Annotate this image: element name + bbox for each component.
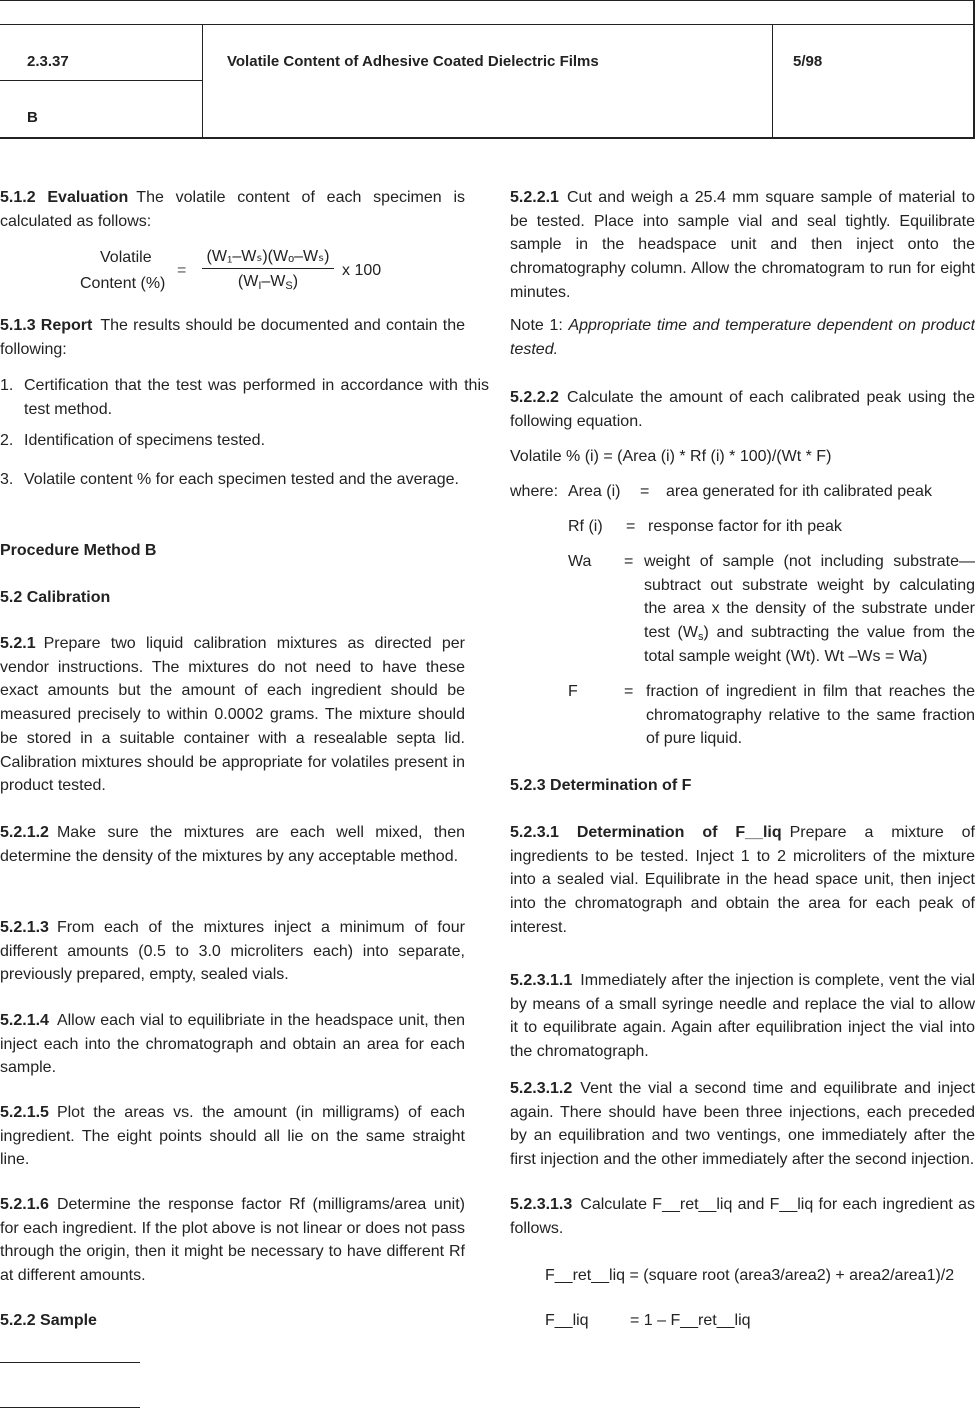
- definition-equals: =: [626, 518, 636, 535]
- list-text: Volatile content % for each specimen tested and the average.: [24, 471, 459, 488]
- note-text: Appropriate time and temperature dependent on product tested.: [510, 317, 975, 358]
- definition-text: response factor for ith peak: [648, 518, 842, 535]
- list-text: Certification that the test was performed in accordance with this test method.: [24, 377, 489, 418]
- list-item: [0, 468, 489, 492]
- section-number: 5.1.3 Report: [0, 317, 93, 334]
- section-text: The volatile content of each specimen is calculated as follows:: [0, 189, 466, 230]
- definition-equals: =: [624, 553, 634, 570]
- volatile-equation: Volatile % (i) = (Area (i) * Rf (i) * 100)/(Wt * F): [510, 448, 832, 465]
- section-5-2-1: [0, 632, 465, 798]
- f-ret-liq-equation: F__ret__liq = (square root (area3/area2) + area2/area1)/2: [545, 1267, 955, 1284]
- section-number: 5.2.3.1 Determination of F__liq: [510, 824, 782, 841]
- section-text: Plot the areas vs. the amount (in milligrams) of each ingredient. The eight points should all lie on the same straight line.: [0, 1104, 465, 1169]
- divider: [202, 24, 203, 137]
- definition-term: F: [568, 683, 578, 700]
- definition-term: Rf (i): [568, 518, 603, 535]
- determination-heading: 5.2.3 Determination of F: [510, 777, 692, 794]
- section-5-2-3-1-2: [510, 1077, 975, 1172]
- section-number: 5.2.3.1.3: [510, 1196, 573, 1213]
- section-text: Immediately after the injection is complete, vent the vial by means of a small syringe needle and replace the vial to allow it to equilibrate again. Again after equilibration inject the vial into the chromatograph.: [510, 972, 975, 1061]
- section-5-2-2-2: [510, 386, 975, 433]
- section-5-2-1-5: [0, 1101, 465, 1172]
- calibration-heading: 5.2 Calibration: [0, 589, 111, 606]
- section-number: 5.2.3.1.2: [510, 1080, 573, 1097]
- section-5-2-1-4: [0, 1009, 465, 1080]
- definition-term: Wa: [568, 553, 592, 570]
- divider: [0, 24, 975, 25]
- list-number: 3.: [0, 471, 14, 488]
- section-text: Prepare two liquid calibration mixtures as directed per vendor instructions. The mixtures do not need to have these exact amounts but the amount of each ingredient should be measured precisely to within 0.0002 grams. The mixture should be stored in a suitable container with a resealable septa lid. Calibration mixtures should be appropriate for volatiles present in product tested.: [0, 635, 465, 795]
- definition-row: [568, 480, 975, 504]
- list-number: 1.: [0, 377, 14, 394]
- procedure-heading: Procedure Method B: [0, 542, 157, 559]
- section-5-2-1-2: [0, 821, 465, 868]
- doc-title: Volatile Content of Adhesive Coated Dielectric Films: [227, 53, 599, 70]
- definition-text: fraction of ingredient in film that reaches the chromatography relative to the same fraction of pure liquid.: [646, 683, 975, 748]
- list-number: 2.: [0, 432, 14, 449]
- section-text: Determine the response factor Rf (milligrams/area unit) for each ingredient. If the plot above is not linear or does not pass through the origin, then it might be necessary to have different Rf at different amounts.: [0, 1196, 465, 1285]
- volatile-formula: [80, 246, 400, 296]
- formula-numerator: (W₁–Wₛ)(Wₒ–Wₛ): [202, 246, 334, 269]
- definition-equals: =: [640, 483, 650, 500]
- section-text: Cut and weigh a 25.4 mm square sample of material to be tested. Place into sample vial and seal tightly. Equilibrate sample in the headspace unit and then inject onto the chromatography column. Allow the chromatogram to run for eight minutes.: [510, 189, 975, 301]
- subscript: s: [697, 631, 704, 644]
- formula-lhs-line1: Volatile: [100, 249, 152, 266]
- list-item: [0, 374, 489, 421]
- section-text: Calculate the amount of each calibrated peak using the following equation.: [510, 389, 975, 430]
- formula-equals: =: [177, 262, 187, 279]
- definition-row: [568, 680, 975, 751]
- section-number: 5.2.1.5: [0, 1104, 49, 1121]
- section-text: Prepare a mixture of ingredients to be tested. Inject 1 to 2 microliters of the mixture into a sealed vial. Equilibrate in the head space unit, then inject into the chromatograph and obtain the area for each peak of interest.: [510, 824, 975, 936]
- where-label: where:: [510, 483, 559, 500]
- section-5-1-2: [0, 186, 465, 233]
- section-text: From each of the mixtures inject a minimum of four different amounts (0.5 to 3.0 microliters each) into separate, previously prepared, empty, sealed vials.: [0, 919, 465, 984]
- list-text: Identification of specimens tested.: [24, 432, 266, 449]
- list-item: [0, 429, 489, 453]
- section-5-2-3-1-3: [510, 1193, 975, 1240]
- section-number: 5.2.2.1: [510, 189, 559, 206]
- section-5-2-2-1: [510, 186, 975, 305]
- section-5-2-3-1-1: [510, 969, 975, 1064]
- formula-multiplier: x 100: [342, 262, 382, 279]
- doc-date: 5/98: [793, 53, 823, 70]
- definition-text-part: ) and subtracting the value from the total sample weight (Wt). Wt –Ws = Wa): [644, 624, 975, 665]
- section-number: 5.2.1: [0, 635, 36, 652]
- section-number: 5.2.1.2: [0, 824, 49, 841]
- section-number: 5.2.2.2: [510, 389, 559, 406]
- definition-row: [568, 515, 975, 539]
- f-liq-equation: = 1 – F__ret__liq: [630, 1312, 751, 1329]
- divider: [0, 80, 202, 81]
- note-label: Note 1:: [510, 317, 563, 334]
- definition-text-part: weight of sample (not including substrate—subtract out substrate weight by calculating the area x the density of the substrate under test (W: [644, 553, 975, 642]
- section-number: 5.2.1.3: [0, 919, 49, 936]
- definition-row: [568, 550, 975, 669]
- section-5-2-1-6: [0, 1193, 465, 1288]
- footnote-rule: [0, 1362, 140, 1363]
- section-number: 5.1.2 Evaluation: [0, 189, 129, 206]
- definition-text: area generated for ith calibrated peak: [666, 483, 932, 500]
- section-text: Allow each vial to equilibriate in the headspace unit, then inject each into the chromatograph and obtain an area for each sample.: [0, 1012, 465, 1077]
- section-5-2-3-1: [510, 821, 975, 940]
- footnote-rule: [0, 1407, 140, 1408]
- section-text: Vent the vial a second time and equilibrate and inject again. There should have been three injections, each preceded by an equilibration and two ventings, one immediately after the first injection and the other immediately after the second injection.: [510, 1080, 975, 1169]
- formula-lhs-line2: Content (%): [80, 275, 166, 292]
- section-number: 5.2.1.4: [0, 1012, 49, 1029]
- sample-heading: 5.2.2 Sample: [0, 1312, 97, 1329]
- formula-denominator: $(W_I-W_S)$: [237, 273, 299, 292]
- divider: [772, 24, 773, 137]
- definition-equals: =: [624, 683, 634, 700]
- section-text: Make sure the mixtures are each well mixed, then determine the density of the mixtures by any acceptable method.: [0, 824, 465, 865]
- section-5-1-3: [0, 314, 465, 361]
- section-text: Calculate F__ret__liq and F__liq for each ingredient as follows.: [510, 1196, 975, 1237]
- doc-number: 2.3.37: [27, 53, 69, 70]
- section-number: 5.2.1.6: [0, 1196, 49, 1213]
- definition-term: Area (i): [568, 483, 621, 500]
- section-5-2-1-3: [0, 916, 465, 987]
- definition-text: [644, 550, 975, 669]
- f-liq-term: F__liq: [545, 1312, 589, 1329]
- section-text: The results should be documented and contain the following:: [0, 317, 465, 358]
- note-1: [510, 314, 975, 361]
- section-number: 5.2.3.1.1: [510, 972, 573, 989]
- doc-revision: B: [27, 109, 38, 126]
